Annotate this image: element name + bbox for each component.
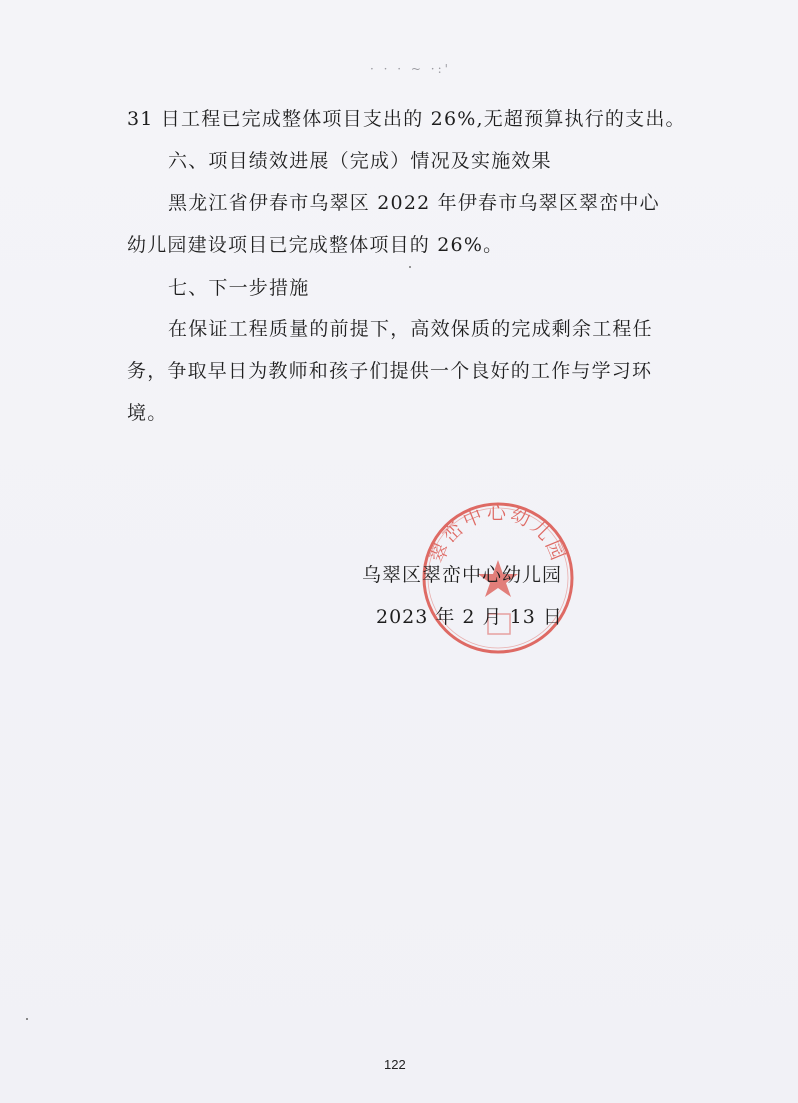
page-number: 122 — [384, 1057, 406, 1072]
signature-date: 2023 年 2 月 13 日 — [376, 606, 563, 628]
section-heading-6: 六、项目绩效进展（完成）情况及实施效果 — [168, 150, 552, 172]
scan-dot — [26, 1018, 28, 1020]
body-line-1: 31 日工程已完成整体项目支出的 26%,无超预算执行的支出。 — [127, 108, 686, 130]
body-line-3: 黑龙江省伊春市乌翠区 2022 年伊春市乌翠区翠峦中心 — [168, 192, 660, 214]
scan-artifact: · · · ~ ·:' — [370, 62, 451, 76]
body-line-6: 在保证工程质量的前提下，高效保质的完成剩余工程任 — [168, 318, 653, 340]
body-line-7: 务，争取早日为教师和孩子们提供一个良好的工作与学习环 — [127, 360, 653, 382]
signature-organization: 乌翠区翠峦中心幼儿园 — [362, 564, 563, 586]
svg-text:翠峦中心幼儿园 — [426, 502, 569, 566]
section-heading-7: 七、下一步措施 — [168, 277, 310, 299]
body-line-4: 幼儿园建设项目已完成整体项目的 26%。 — [127, 234, 504, 256]
seal-text: 翠峦中心幼儿园 — [426, 502, 570, 567]
body-line-8: 境。 — [127, 402, 168, 424]
scan-dot — [409, 266, 411, 268]
